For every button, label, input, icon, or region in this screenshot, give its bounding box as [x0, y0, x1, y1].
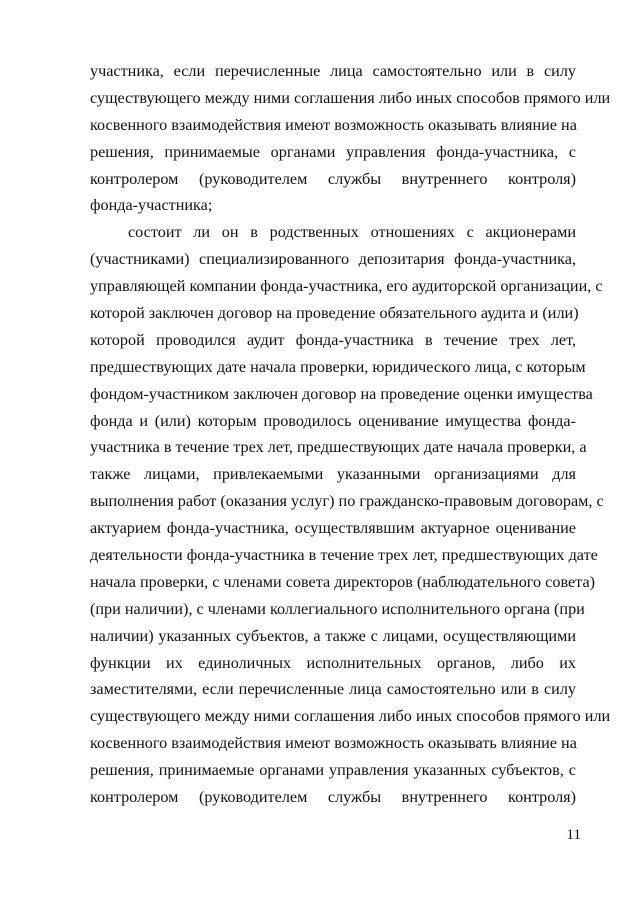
- text-line: которой заключен договор на проведение обязательного аудита и (или): [90, 304, 579, 323]
- text-line: фондом-участником заключен договор на проведение оценки имущества: [90, 384, 593, 403]
- text-line: решения, принимаемые органами управления указанных субъектов, с: [90, 761, 576, 780]
- text-line: состоит ли он в родственных отношениях с акционерами: [128, 223, 576, 242]
- body-text: [90, 58, 611, 811]
- text-line: фонда-участника;: [90, 196, 213, 215]
- text-line: (участниками) специализированного депозитария фонда-участника,: [90, 250, 576, 269]
- paragraph: [90, 219, 611, 811]
- text-line: существующего между ними соглашения либо иных способов прямого или: [90, 88, 611, 107]
- page-number: 11: [566, 827, 581, 843]
- text-line: деятельности фонда-участника в течение трех лет, предшествующих дате: [90, 546, 598, 565]
- text-line: контролером (руководителем службы внутреннего контроля): [90, 169, 576, 188]
- text-line: (при наличии), с членами коллегиального исполнительного органа (при: [90, 599, 585, 618]
- text-line: существующего между ними соглашения либо иных способов прямого или: [90, 707, 611, 726]
- text-line: решения, принимаемые органами управления фонда-участника, с: [90, 142, 576, 161]
- text-line: актуарием фонда-участника, осуществлявшим актуарное оценивание: [90, 519, 576, 538]
- text-line: выполнения работ (оказания услуг) по гражданско-правовым договорам, с: [90, 492, 604, 511]
- text-line: которой проводился аудит фонда-участника в течение трех лет,: [90, 330, 576, 349]
- text-line: предшествующих дате начала проверки, юридического лица, с которым: [90, 357, 586, 376]
- text-line: наличии) указанных субъектов, а также с лицами, осуществляющими: [90, 626, 576, 645]
- text-line: начала проверки, с членами совета директоров (наблюдательного совета): [90, 572, 596, 591]
- text-line: фонда и (или) которым проводилось оценивание имущества фонда-: [90, 411, 576, 430]
- text-line: контролером (руководителем службы внутреннего контроля): [90, 788, 576, 807]
- paragraph: [90, 58, 611, 219]
- text-line: функции их единоличных исполнительных органов, либо их: [90, 653, 576, 672]
- text-line: участника в течение трех лет, предшествующих дате начала проверки, а: [90, 438, 587, 457]
- text-line: участника, если перечисленные лица самостоятельно или в силу: [90, 62, 576, 80]
- text-line: заместителями, если перечисленные лица самостоятельно или в силу: [90, 680, 576, 699]
- text-line: косвенного взаимодействия имеют возможность оказывать влияние на: [90, 734, 577, 753]
- text-line: управляющей компании фонда-участника, его аудиторской организации, с: [90, 277, 603, 296]
- text-line: косвенного взаимодействия имеют возможность оказывать влияние на: [90, 115, 577, 134]
- text-line: также лицами, привлекаемыми указанными организациями для: [90, 465, 576, 484]
